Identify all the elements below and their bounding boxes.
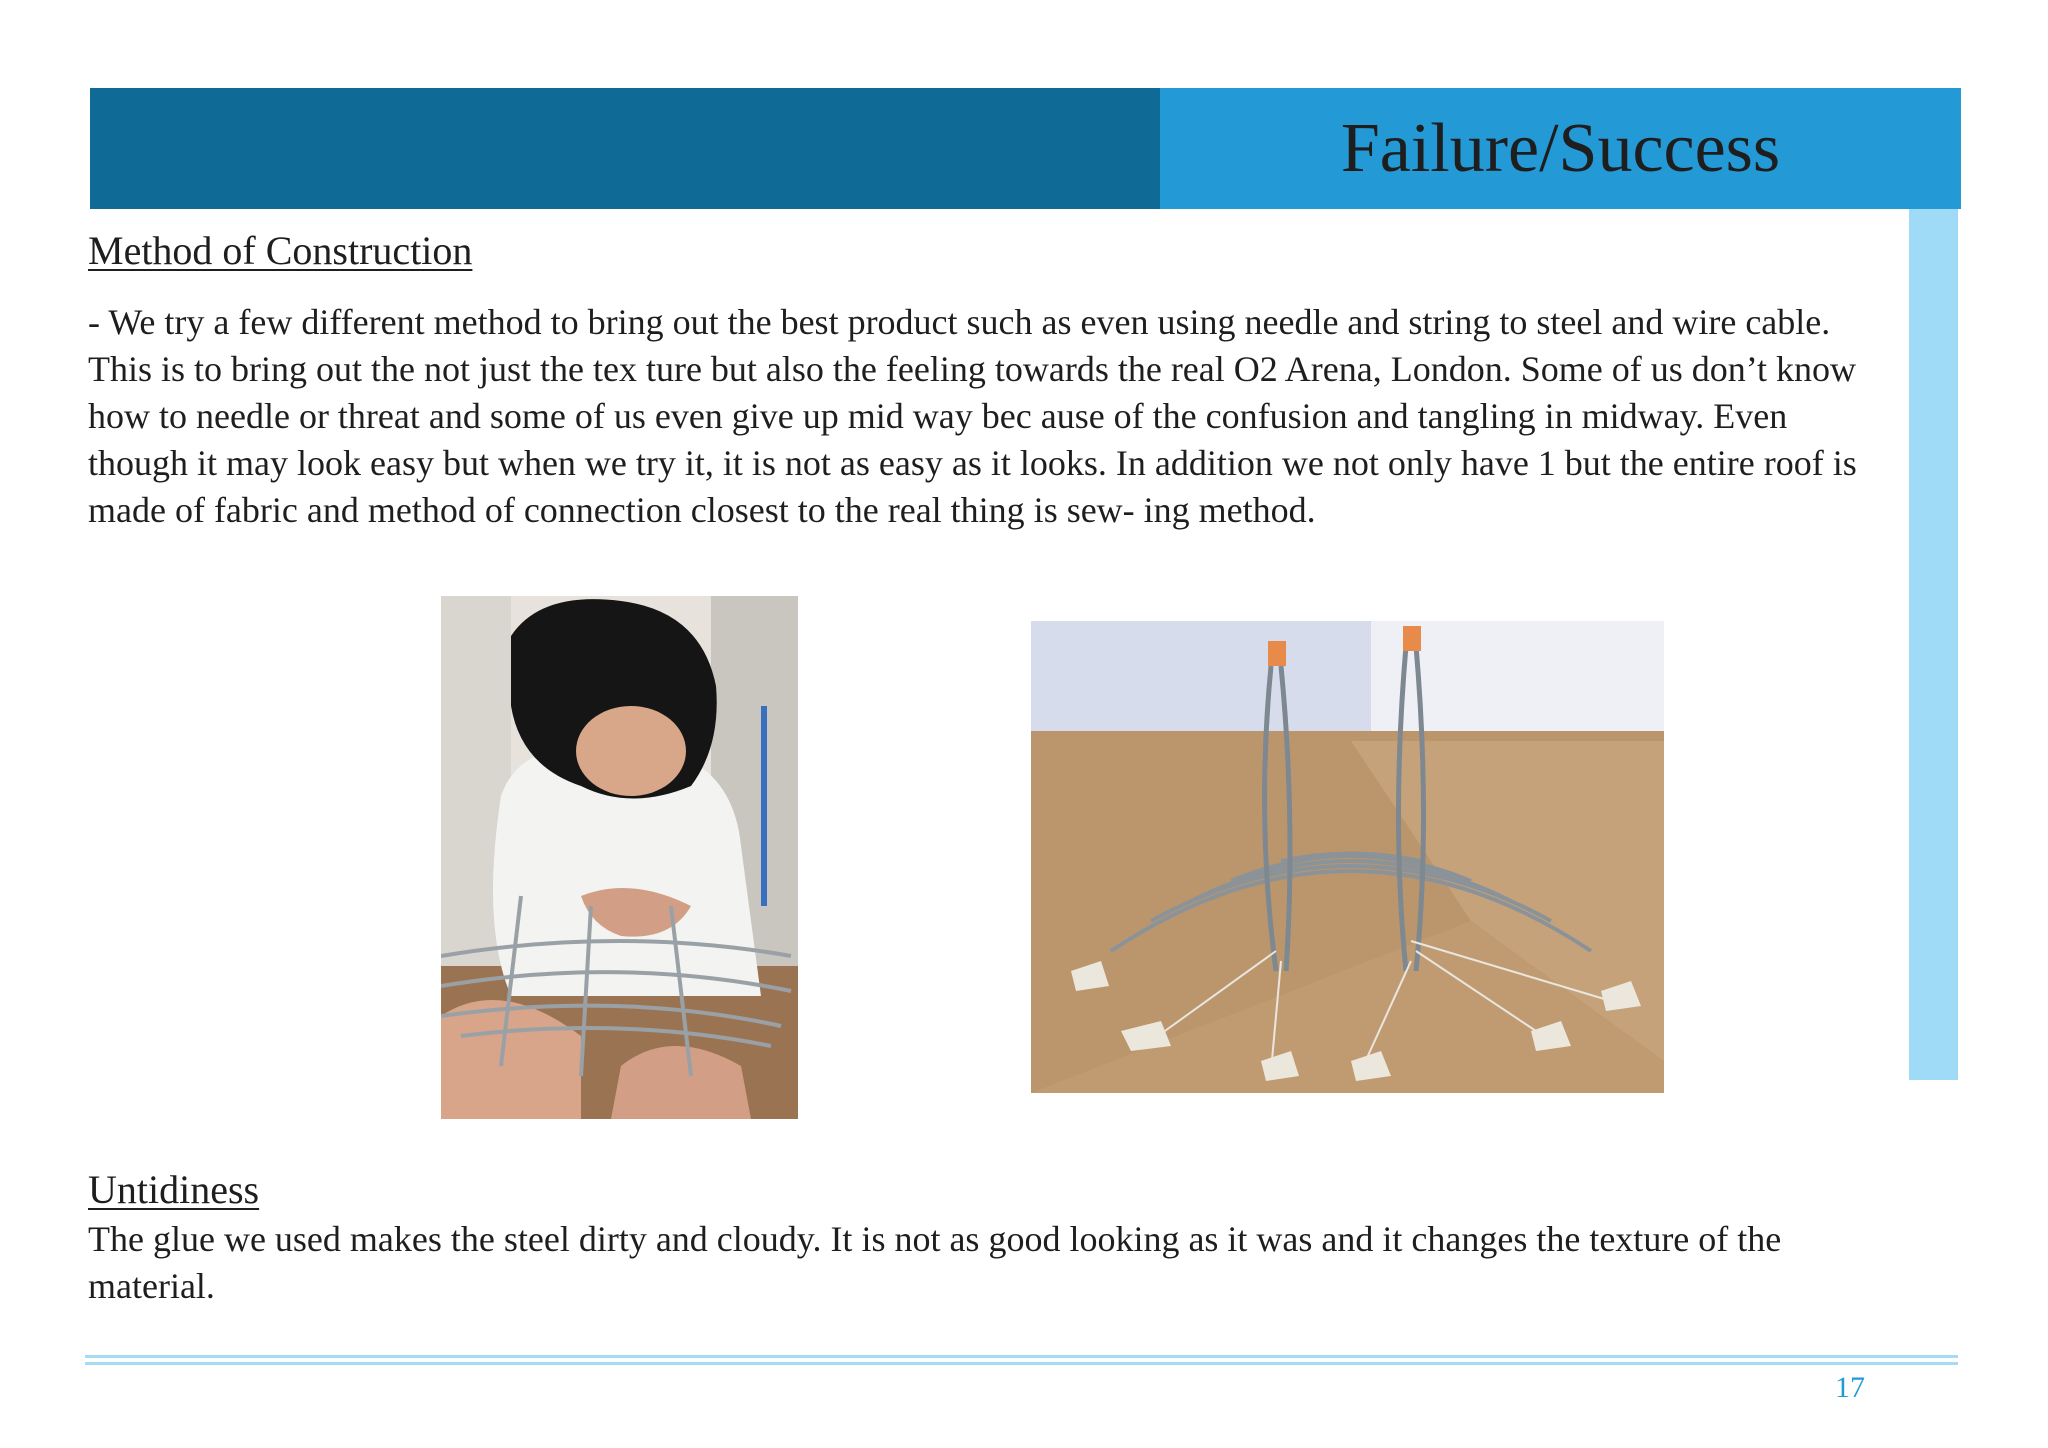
- section-heading-untidiness: Untidiness: [88, 1167, 260, 1212]
- section-body-untidiness: The glue we used makes the steel dirty and cloudy. It is not as good looking as it was and it changes the texture of the material.: [88, 1219, 1782, 1306]
- page-number: 17: [1835, 1371, 1865, 1404]
- section-heading-method: Method of Construction: [88, 228, 473, 273]
- header-band-dark: [90, 88, 1160, 209]
- section-body-method: - We try a few different method to bring out the best product such as even using needle and string to steel and wire cable. This is to bring out the not just the tex ture but also the feeling towards the real O2 Arena, London. Some of us don’t know how to needle or threat and some of us even give up mid way bec ause of the confusion and tangling in midway. Even though it may look easy but when we try it, it is not as easy as it looks. In addition we not only have 1 but the entire roof is made of fabric and method of connection closest to the real thing is sew- ing method.: [88, 302, 1857, 530]
- side-accent-bar: [1909, 209, 1958, 1080]
- photo-steel-model: [1031, 621, 1664, 1093]
- photo-student-sewing: [441, 596, 798, 1119]
- footer-divider-bottom: [85, 1362, 1958, 1365]
- page-title: Failure/Success: [1340, 109, 1781, 187]
- footer-divider-top: [85, 1355, 1958, 1358]
